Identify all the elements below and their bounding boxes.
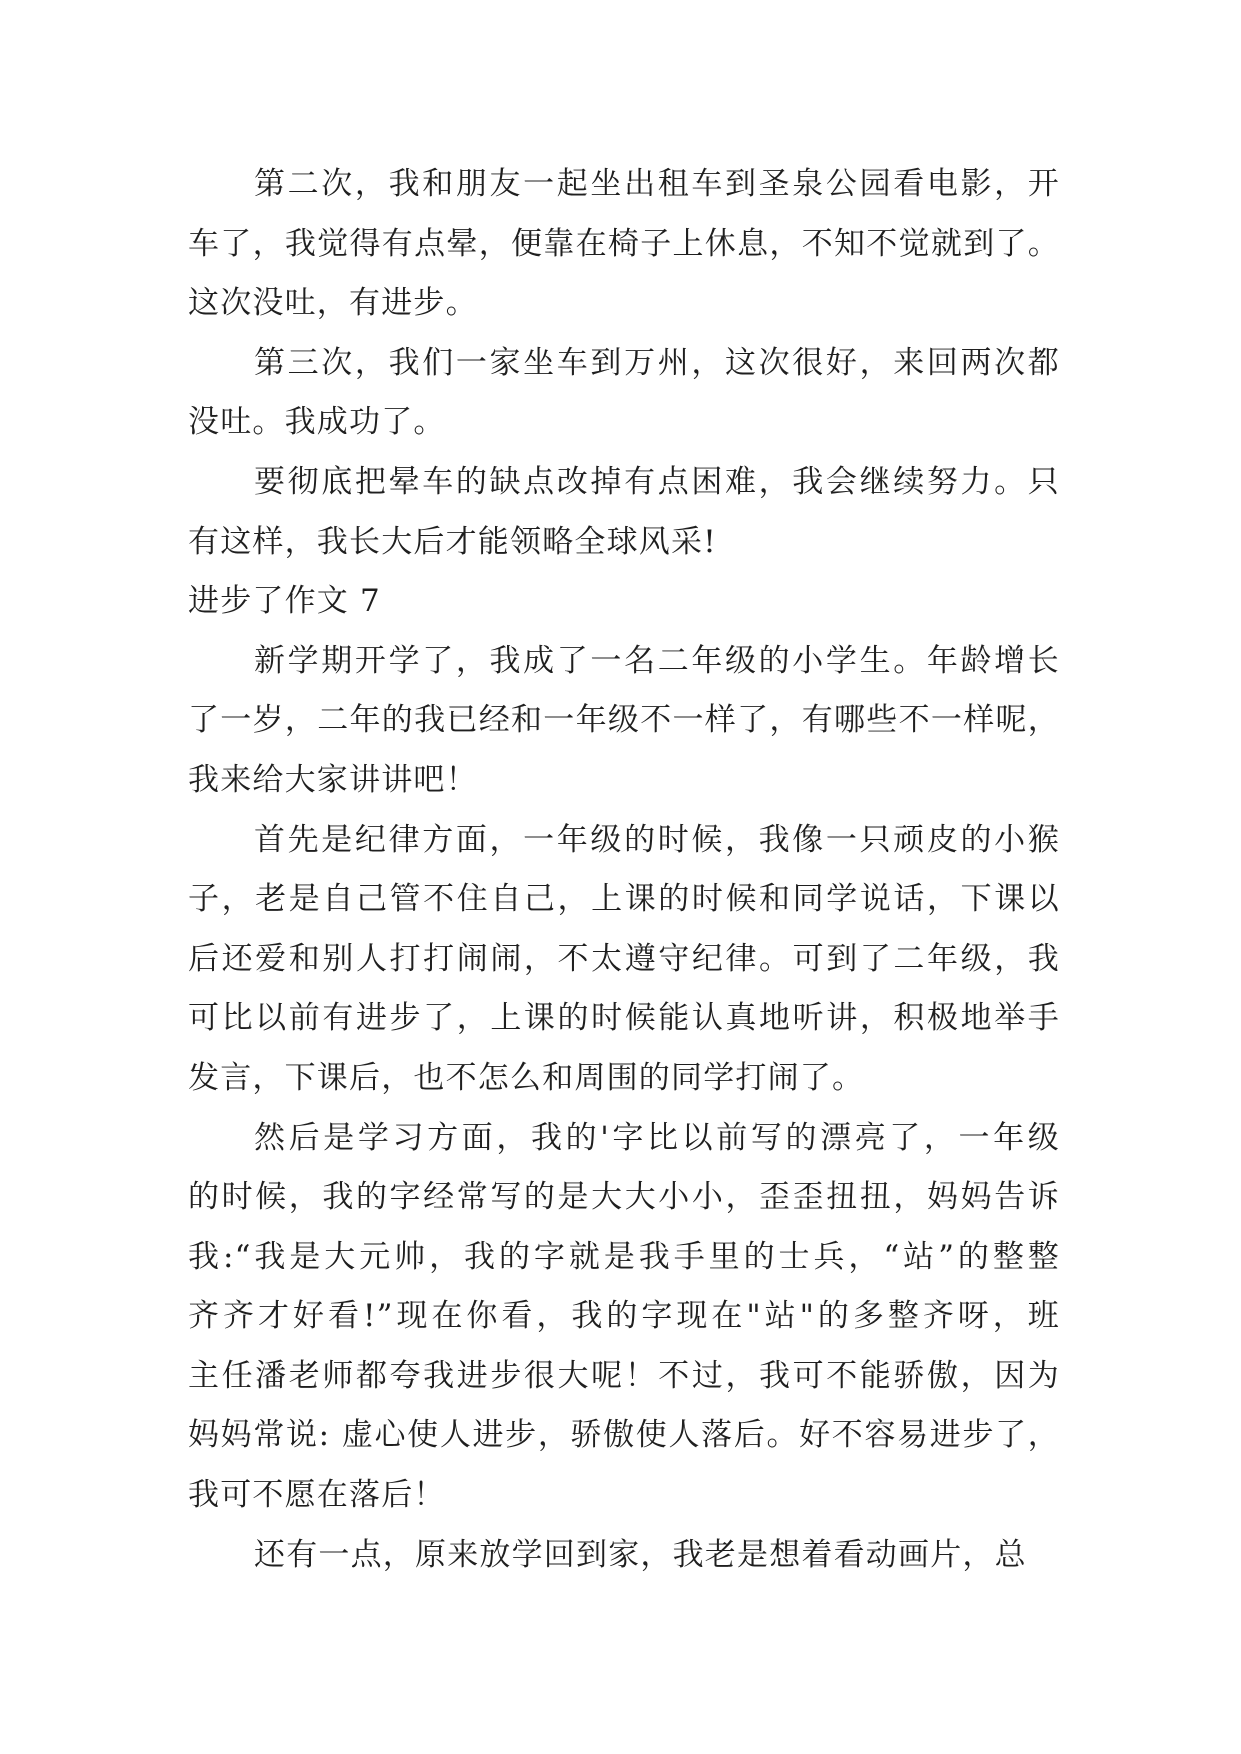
text-line: 后还爱和别人打打闹闹，不太遵守纪律。可到了二年级，我 — [188, 940, 1060, 977]
paragraph — [188, 453, 1060, 572]
paragraph — [188, 155, 1060, 334]
text-line: 发言，下课后，也不怎么和周围的同学打闹了。 — [188, 1059, 865, 1096]
text-line: 要彻底把晕车的缺点改掉有点困难，我会继续努力。只 — [254, 463, 1060, 500]
section-heading — [188, 572, 1060, 632]
text-line: 还有一点，原来放学回到家，我老是想着看动画片，总 — [254, 1536, 1027, 1573]
text-line: 首先是纪律方面，一年级的时候，我像一只顽皮的小猴 — [254, 821, 1060, 858]
text-line: 的时候，我的字经常写的是大大小小，歪歪扭扭，妈妈告诉 — [188, 1179, 1060, 1216]
document-body — [188, 155, 1060, 1585]
paragraph — [188, 334, 1060, 453]
text-line: 新学期开学了，我成了一名二年级的小学生。年龄增长 — [254, 642, 1060, 679]
text-line: 车了，我觉得有点晕，便靠在椅子上休息，不知不觉就到了。 — [188, 225, 1060, 262]
text-line: 第二次，我和朋友一起坐出租车到圣泉公园看电影，开 — [254, 166, 1060, 202]
heading-text: 进步了作文 7 — [188, 583, 381, 620]
text-line: 我来给大家讲讲吧！ — [188, 761, 478, 798]
text-line: 子，老是自己管不住自己，上课的时候和同学说话，下课以 — [188, 881, 1060, 918]
text-line: 这次没吐，有进步。 — [188, 285, 478, 322]
text-line: 了一岁，二年的我已经和一年级不一样了，有哪些不一样呢， — [188, 702, 1060, 739]
text-line: 第三次，我们一家坐车到万州，这次很好，来回两次都 — [254, 344, 1060, 381]
text-line: 我可不愿在落后！ — [188, 1477, 446, 1514]
text-line: 可比以前有进步了，上课的时候能认真地听讲，积极地举手 — [188, 1000, 1060, 1037]
text-line: 没吐。我成功了。 — [188, 404, 446, 441]
text-line: 我:“我是大元帅，我的字就是我手里的士兵，“站”的整整 — [188, 1238, 1060, 1275]
text-line: 妈妈常说: 虚心使人进步，骄傲使人落后。好不容易进步了， — [188, 1417, 1060, 1454]
text-line: 然后是学习方面，我的'字比以前写的漂亮了，一年级 — [254, 1119, 1060, 1156]
text-line: 有这样，我长大后才能领略全球风采! — [188, 523, 717, 560]
paragraph — [188, 1526, 1060, 1586]
paragraph — [188, 632, 1060, 811]
paragraph — [188, 811, 1060, 1109]
paragraph — [188, 1109, 1060, 1526]
text-line: 齐齐才好看!”现在你看，我的字现在"站"的多整齐呀，班 — [188, 1298, 1060, 1335]
text-line: 主任潘老师都夸我进步很大呢！不过，我可不能骄傲，因为 — [188, 1357, 1060, 1394]
